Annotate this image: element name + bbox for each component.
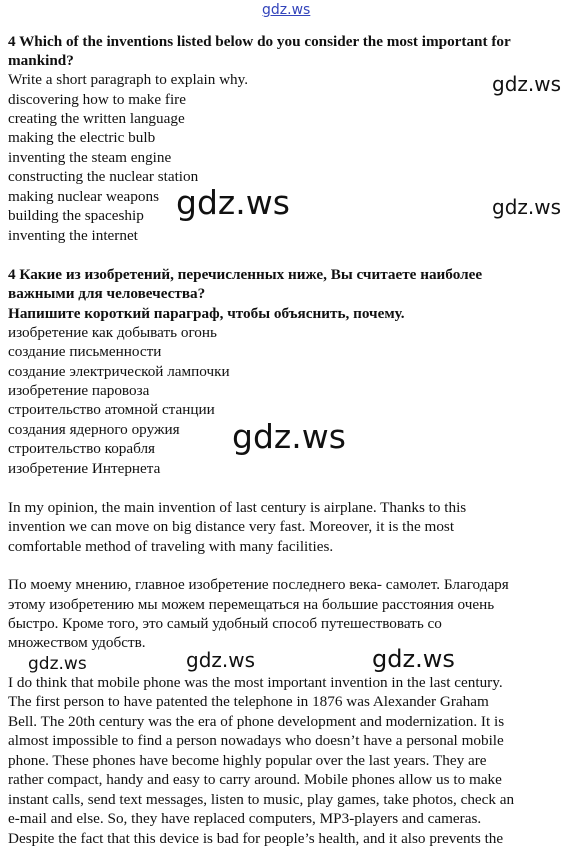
- answer1-ru-line: быстро. Кроме того, это самый удобный способ путешествовать со: [8, 615, 442, 632]
- watermark: gdz.ws: [232, 417, 346, 456]
- answer2-en-line: I do think that mobile phone was the most important invention in the last century.: [8, 674, 503, 691]
- english-item: constructing the nuclear station: [8, 168, 199, 185]
- answer1-en-line: invention we can move on big distance very fast. Moreover, it is the most: [8, 518, 455, 535]
- answer1-en-line: comfortable method of traveling with many facilities.: [8, 538, 334, 555]
- watermark: gdz.ws: [372, 645, 455, 673]
- russian-item: строительство атомной станции: [8, 401, 215, 418]
- answer1-ru-line: множеством удобств.: [8, 634, 146, 651]
- answer2-en-line: Despite the fact that this device is bad for people’s health, and it also prevents the: [8, 830, 504, 847]
- answer1-ru-line: По моему мнению, главное изобретение последнего века- самолет. Благодаря: [8, 576, 509, 593]
- watermark: gdz.ws: [28, 654, 87, 674]
- answer2-en-line: instant calls, send text messages, listen to music, play games, take photos, check an: [8, 791, 515, 808]
- russian-item: строительство корабля: [8, 440, 156, 457]
- russian-item: создания ядерного оружия: [8, 421, 180, 438]
- english-task-title-line1: 4 Which of the inventions listed below do you consider the most important for: [8, 33, 511, 50]
- answer2-en-line: almost impossible to find a person nowadays who doesn’t have a personal mobile: [8, 732, 504, 749]
- russian-item: создание электрической лампочки: [8, 363, 230, 380]
- english-item: inventing the internet: [8, 227, 138, 244]
- russian-task-instruction: Напишите короткий параграф, чтобы объяснить, почему.: [8, 305, 405, 322]
- answer2-en-line: Bell. The 20th century was the era of phone development and modernization. It is: [8, 713, 505, 730]
- russian-item: создание письменности: [8, 343, 162, 360]
- english-item: making nuclear weapons: [8, 188, 159, 205]
- watermark: gdz.ws: [176, 183, 290, 222]
- english-task-instruction: Write a short paragraph to explain why.: [8, 71, 249, 88]
- answer1-en-line: In my opinion, the main invention of last century is airplane. Thanks to this: [8, 499, 467, 516]
- answer2-en-line: The first person to have patented the telephone in 1876 was Alexander Graham: [8, 693, 489, 710]
- english-item: inventing the steam engine: [8, 149, 172, 166]
- russian-task-title-line1: 4 Какие из изобретений, перечисленных ниже, Вы считаете наиболее: [8, 266, 483, 283]
- watermark: gdz.ws: [186, 648, 256, 672]
- russian-item: изобретение паровоза: [8, 382, 150, 399]
- english-item: discovering how to make fire: [8, 91, 186, 108]
- english-item: making the electric bulb: [8, 129, 156, 146]
- watermark: gdz.ws: [492, 195, 562, 219]
- watermark-top: gdz.ws: [262, 2, 311, 18]
- russian-item: изобретение как добывать огонь: [8, 324, 217, 341]
- english-task-title-line2: mankind?: [8, 52, 74, 69]
- answer2-en-line: e-mail and else. So, they have replaced computers, MP3-players and cameras.: [8, 810, 482, 827]
- english-item: building the spaceship: [8, 207, 144, 224]
- russian-task-title-line2: важными для человечества?: [8, 285, 206, 302]
- answer2-en-line: rather compact, handy and easy to carry around. Mobile phones allow us to make: [8, 771, 502, 788]
- english-item: creating the written language: [8, 110, 185, 127]
- watermark: gdz.ws: [492, 72, 562, 96]
- answer1-ru-line: этому изобретению мы можем перемещаться на большие расстояния очень: [8, 596, 495, 613]
- russian-item: изобретение Интернета: [8, 460, 161, 477]
- answer2-en-line: phone. These phones have become highly popular over the last years. They are: [8, 752, 487, 769]
